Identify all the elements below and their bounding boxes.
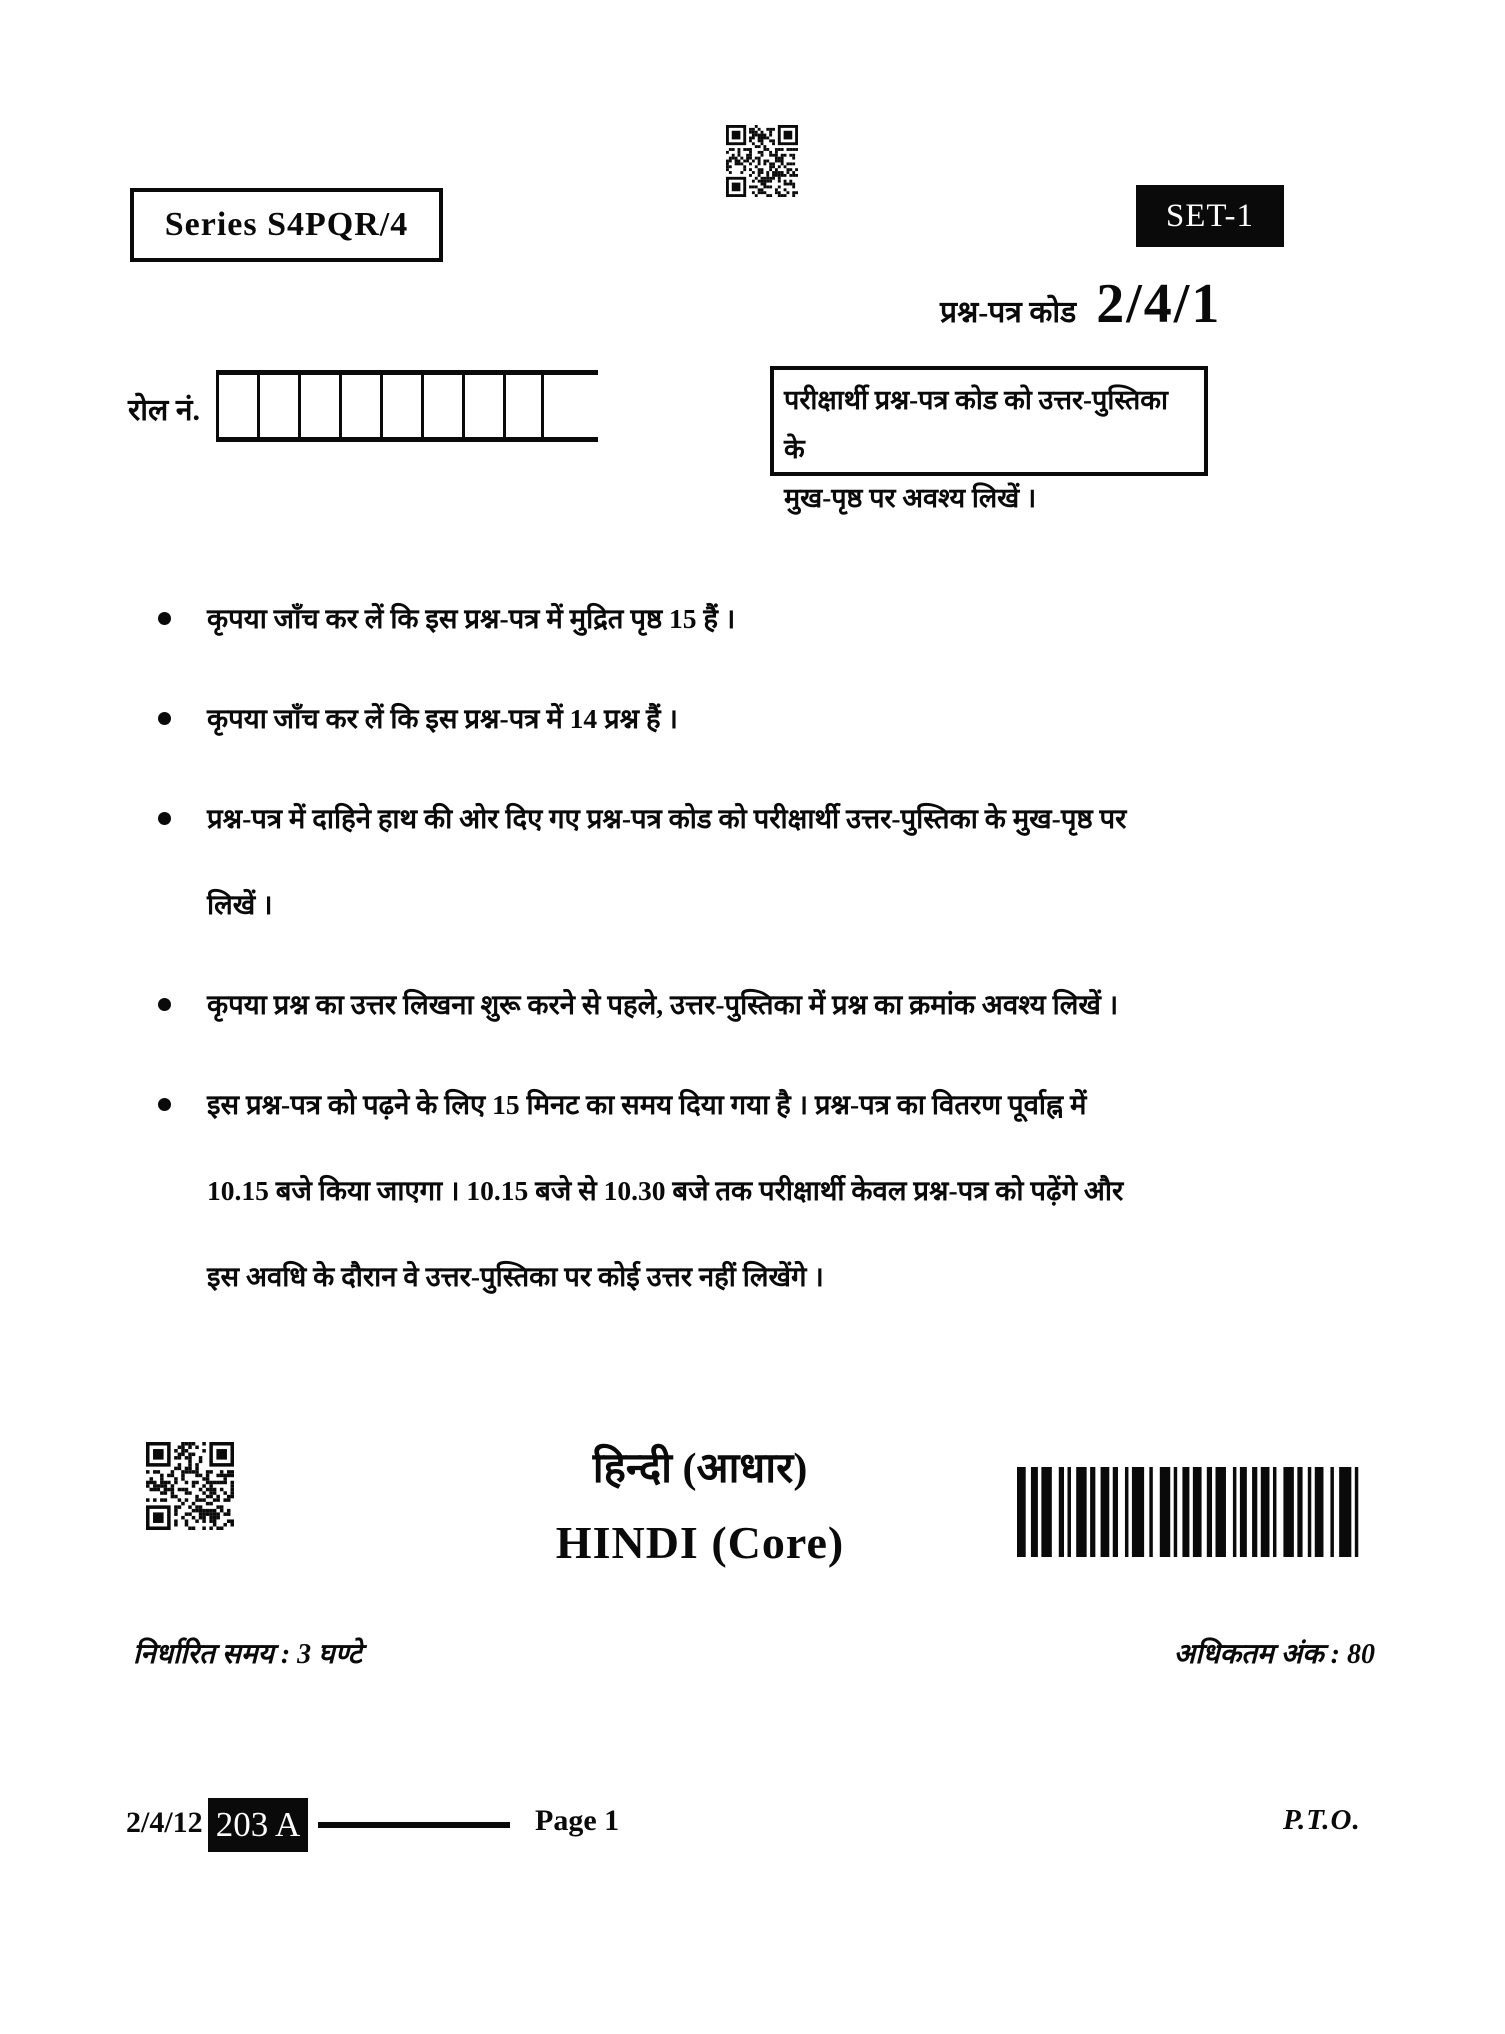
bullet-marker-icon bbox=[158, 712, 171, 725]
code-instruction-line: परीक्षार्थी प्रश्न-पत्र कोड को उत्तर-पुस्तिका के bbox=[784, 385, 1168, 464]
bullet-marker-icon bbox=[158, 998, 171, 1011]
instruction-bullet-line: प्रश्न-पत्र में दाहिने हाथ की ओर दिए गए प्रश्न-पत्र कोड को परीक्षार्थी उत्तर-पुस्तिका के मुख-पृष्ठ पर bbox=[207, 803, 1127, 834]
instruction-bullet-line: कृपया जाँच कर लें कि इस प्रश्न-पत्र में मुद्रित पृष्ठ 15 हैं । bbox=[207, 603, 736, 634]
instruction-bullet bbox=[158, 688, 1408, 774]
instruction-bullet-list bbox=[158, 588, 1408, 1346]
set-badge bbox=[1136, 185, 1284, 247]
roll-number-label: रोल नं. bbox=[128, 394, 201, 427]
roll-number-cell bbox=[298, 375, 339, 437]
paper-code-value: 2/4/1 bbox=[1096, 273, 1222, 335]
instruction-bullet bbox=[158, 788, 1408, 960]
instruction-bullet bbox=[158, 588, 1408, 674]
maximum-marks-label: अधिकतम अंक : 80 bbox=[1173, 1639, 1375, 1670]
instruction-bullet bbox=[158, 974, 1408, 1060]
footer-page-number: Page 1 bbox=[535, 1804, 620, 1837]
code-instruction-box bbox=[770, 366, 1208, 513]
roll-number-row bbox=[128, 370, 598, 442]
roll-number-cell bbox=[339, 375, 380, 437]
roll-number-cell bbox=[421, 375, 462, 437]
footer-batch-code: 203 A bbox=[215, 1805, 301, 1844]
paper-code-row bbox=[940, 272, 1221, 336]
allotted-time-label: निर्धारित समय : 3 घण्टे bbox=[133, 1639, 362, 1670]
instruction-bullet-line: 10.15 बजे किया जाएगा । 10.15 बजे से 10.30 बजे तक परीक्षार्थी केवल प्रश्न-पत्र को पढ़ेंगे और bbox=[207, 1175, 1124, 1206]
roll-number-cell bbox=[257, 375, 298, 437]
footer-paper-id: 2/4/12 bbox=[126, 1806, 203, 1839]
paper-code-label: प्रश्न-पत्र कोड bbox=[940, 296, 1077, 329]
roll-number-grid bbox=[216, 370, 598, 442]
barcode bbox=[1017, 1467, 1367, 1557]
instruction-bullet-line: कृपया जाँच कर लें कि इस प्रश्न-पत्र में 14 प्रश्न हैं । bbox=[207, 703, 678, 734]
bullet-marker-icon bbox=[158, 1098, 171, 1111]
page-footer bbox=[0, 1798, 1505, 1858]
bullet-marker-icon bbox=[158, 612, 171, 625]
footer-batch-badge bbox=[208, 1798, 308, 1852]
subject-title-hindi: हिन्दी (आधार) bbox=[592, 1446, 808, 1492]
instruction-bullet-line: लिखें । bbox=[207, 889, 273, 920]
set-label: SET-1 bbox=[1165, 197, 1255, 234]
roll-number-cell bbox=[216, 375, 257, 437]
roll-number-cell bbox=[462, 375, 503, 437]
roll-grid-extension bbox=[544, 375, 598, 437]
qr-code-icon bbox=[726, 125, 798, 197]
subject-title-english: HINDI (Core) bbox=[555, 1517, 845, 1568]
bullet-marker-icon bbox=[158, 812, 171, 825]
code-instruction-line: मुख-पृष्ठ पर अवश्य लिखें । bbox=[784, 483, 1037, 513]
roll-number-cell bbox=[380, 375, 421, 437]
instruction-bullet-line: इस अवधि के दौरान वे उत्तर-पुस्तिका पर कोई उत्तर नहीं लिखेंगे । bbox=[207, 1261, 824, 1292]
footer-pto-label: P.T.O. bbox=[1283, 1804, 1361, 1836]
instruction-bullet bbox=[158, 1074, 1408, 1332]
roll-number-cell bbox=[503, 375, 544, 437]
instruction-bullet-line: इस प्रश्न-पत्र को पढ़ने के लिए 15 मिनट का समय दिया गया है । प्रश्न-पत्र का वितरण पूर्वाह्न में bbox=[207, 1089, 1087, 1120]
instruction-bullet-line: कृपया प्रश्न का उत्तर लिखना शुरू करने से पहले, उत्तर-पुस्तिका में प्रश्न का क्रमांक अवश्य लिखें । bbox=[207, 989, 1119, 1020]
series-box bbox=[130, 188, 443, 262]
qr-code-icon bbox=[146, 1430, 234, 1542]
series-label: Series S4PQR/4 bbox=[164, 206, 409, 243]
footer-divider-line bbox=[318, 1822, 510, 1828]
